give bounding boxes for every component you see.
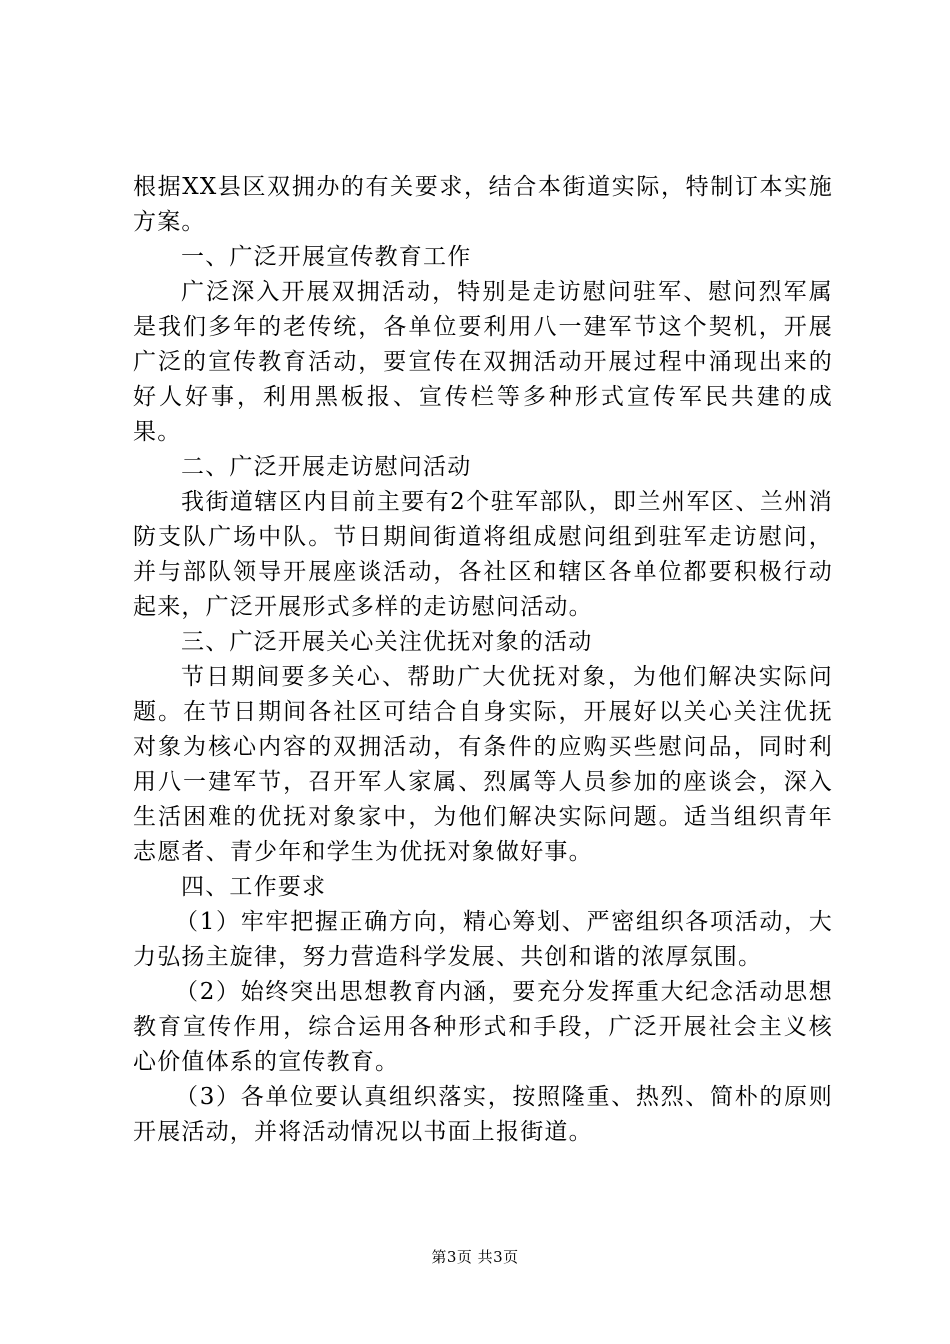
paragraph-intro: 根据XX县区双拥办的有关要求，结合本街道实际，特制订本实施方案。	[133, 174, 833, 235]
section-heading-4: 四、工作要求	[181, 874, 327, 900]
paragraph-section-2: 我街道辖区内目前主要有2个驻军部队，即兰州军区、兰州消防支队广场中队。节日期间街道将组成慰问组到驻军走访慰问，并与部队领导开展座谈活动，各社区和辖区各单位都要积极行动起来，广泛开展形式多样的走访慰问活动。	[133, 489, 833, 620]
section-heading-1: 一、广泛开展宣传教育工作	[181, 244, 472, 270]
paragraph-section-3: 节日期间要多关心、帮助广大优抚对象，为他们解决实际问题。在节日期间各社区可结合自身实际，开展好以关心关注优抚对象为核心内容的双拥活动，有条件的应购买些慰问品，同时利用八一建军节，召开军人家属、烈属等人员参加的座谈会，深入生活困难的优抚对象家中，为他们解决实际问题。适当组织青年志愿者、青少年和学生为优抚对象做好事。	[133, 664, 833, 865]
requirement-item-3: （3）各单位要认真组织落实，按照隆重、热烈、简朴的原则开展活动，并将活动情况以书面上报街道。	[133, 1084, 833, 1145]
requirement-item-1: （1）牢牢把握正确方向，精心筹划、严密组织各项活动，大力弘扬主旋律，努力营造科学发展、共创和谐的浓厚氛围。	[133, 909, 833, 970]
document-body	[133, 170, 833, 1150]
section-heading-3: 三、广泛开展关心关注优抚对象的活动	[181, 629, 593, 655]
requirement-item-2: （2）始终突出思想教育内涵，要充分发挥重大纪念活动思想教育宣传作用，综合运用各种形式和手段，广泛开展社会主义核心价值体系的宣传教育。	[133, 979, 833, 1075]
section-heading-2: 二、广泛开展走访慰问活动	[181, 454, 472, 480]
paragraph-section-1: 广泛深入开展双拥活动，特别是走访慰问驻军、慰问烈军属是我们多年的老传统，各单位要利用八一建军节这个契机，开展广泛的宣传教育活动，要宣传在双拥活动开展过程中涌现出来的好人好事，利用黑板报、宣传栏等多种形式宣传军民共建的成果。	[133, 279, 833, 445]
page-footer: 第3页 共3页	[431, 1248, 519, 1266]
